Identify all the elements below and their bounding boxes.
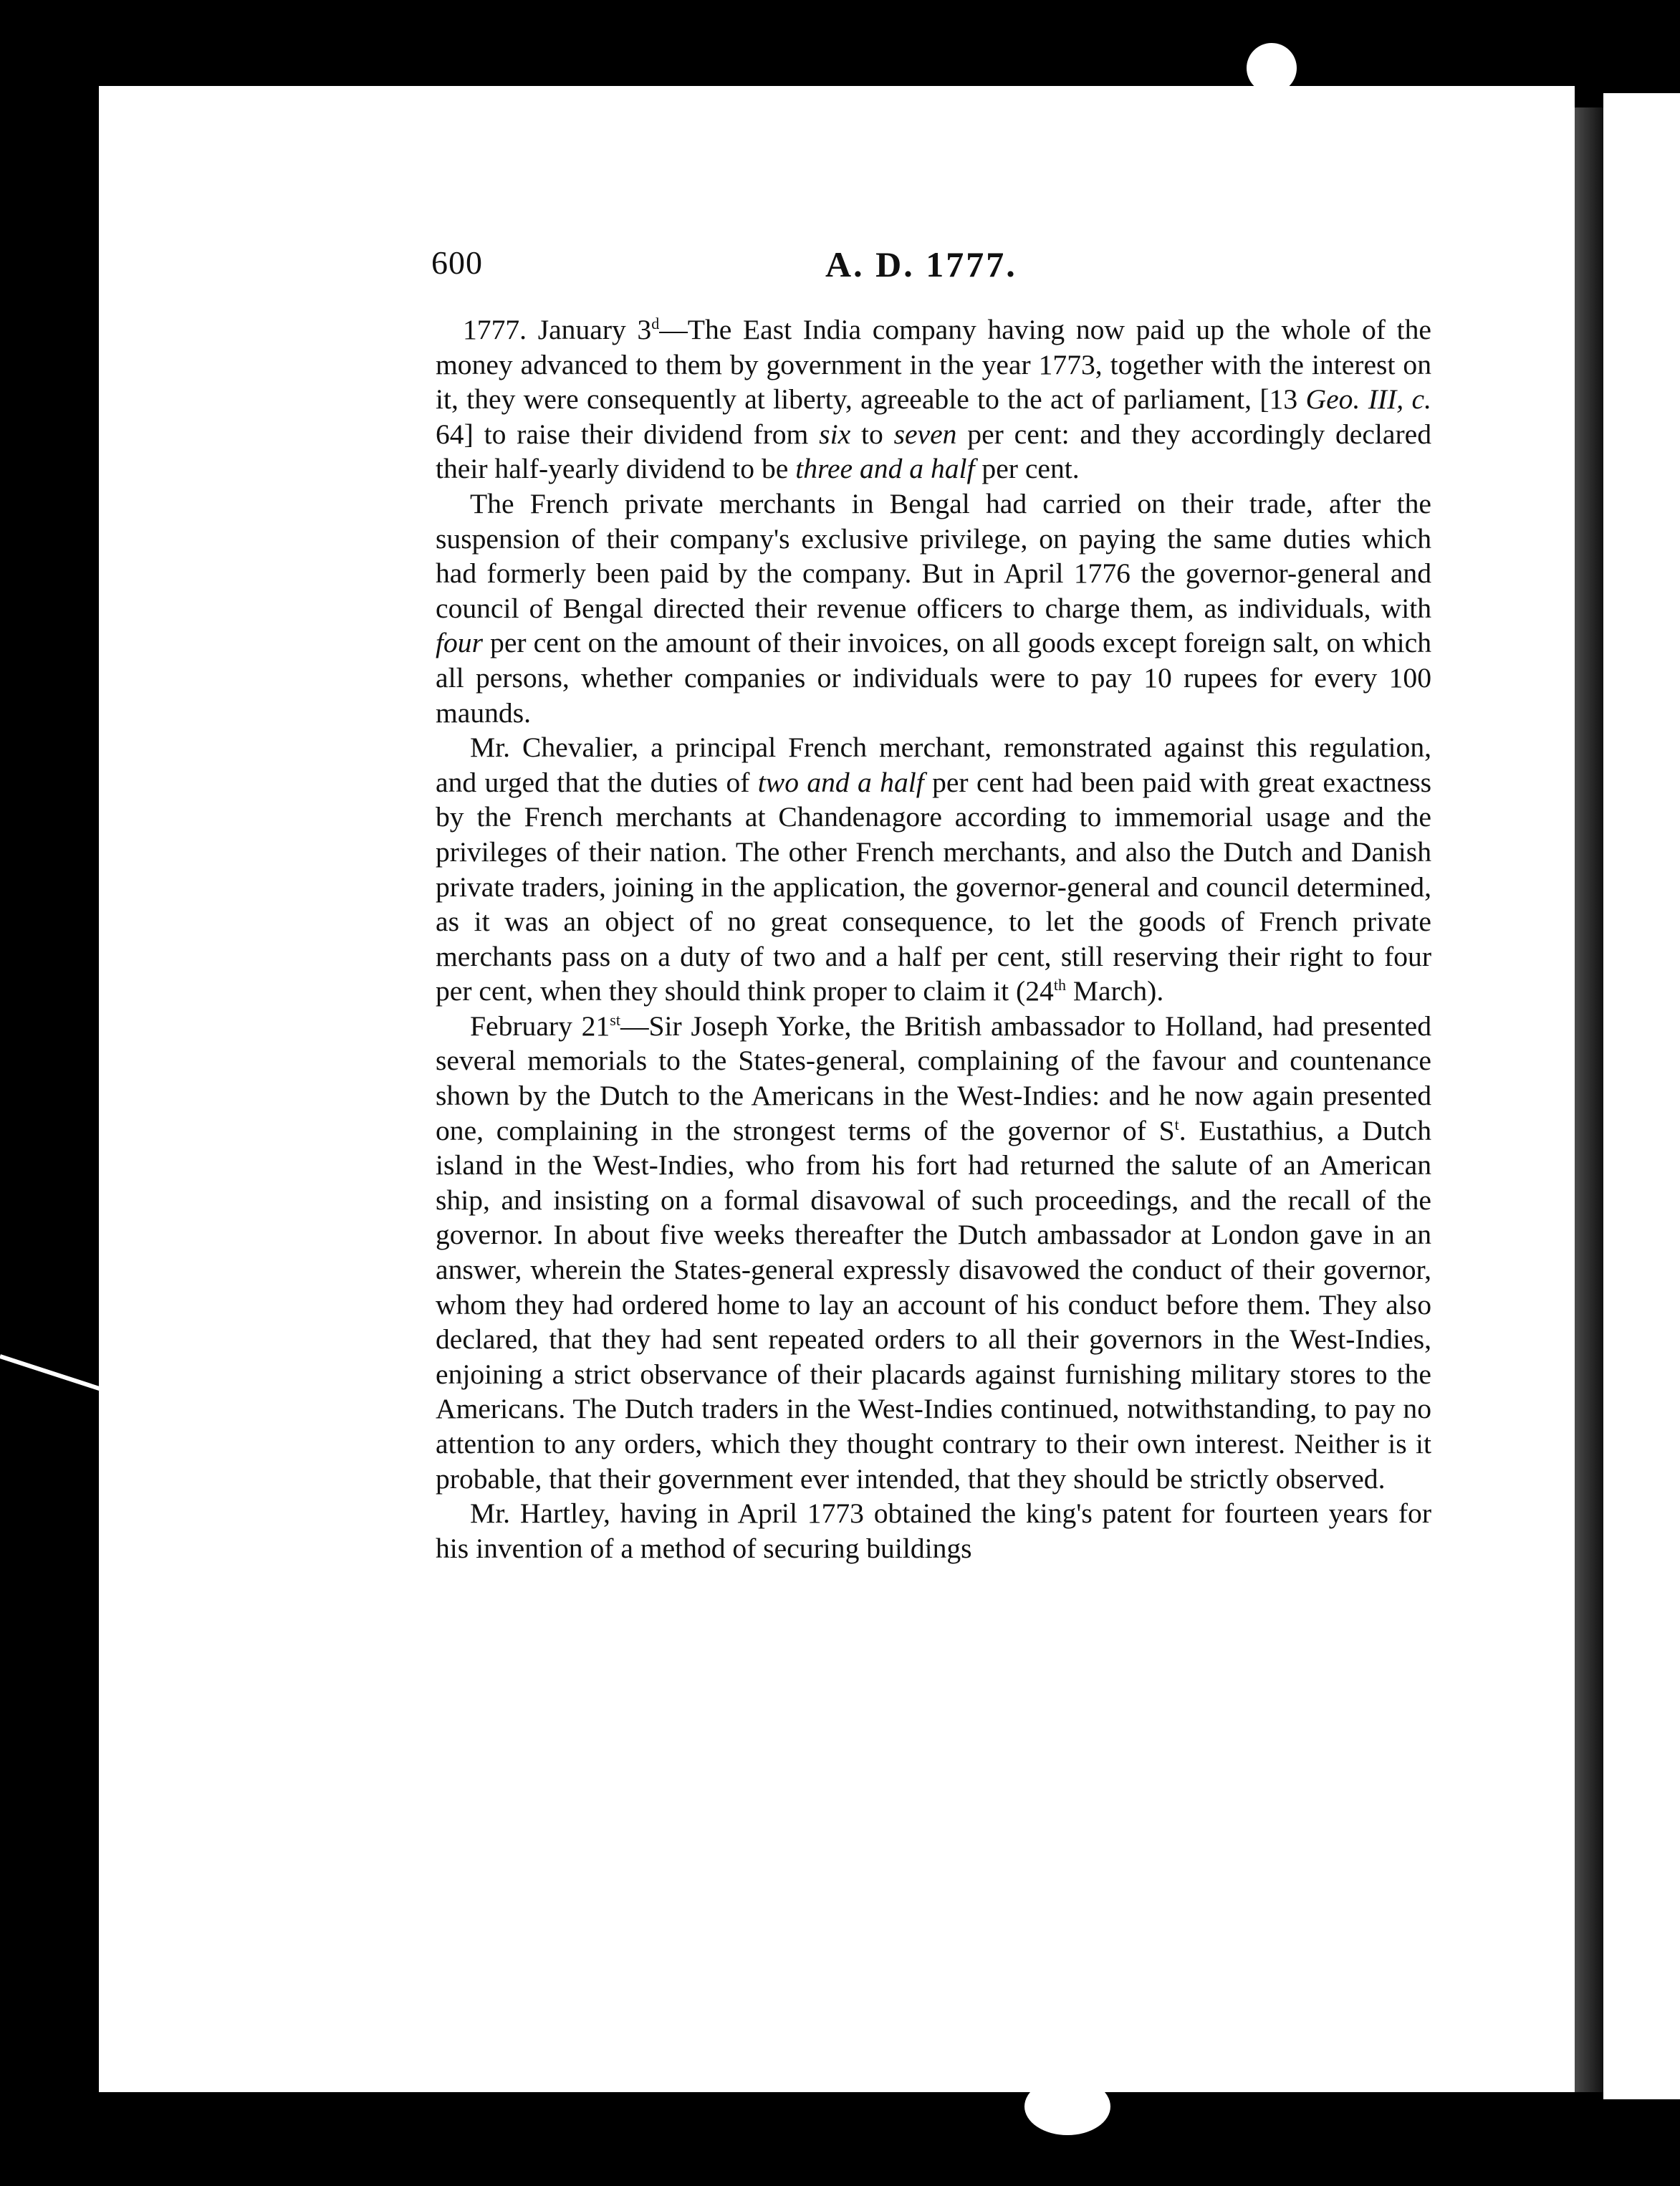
page-gutter-shadow	[1575, 107, 1603, 2092]
paragraph-text: to	[850, 418, 894, 450]
paragraph-french-merchants	[436, 486, 1431, 730]
paragraph-text: March).	[1065, 975, 1164, 1007]
citation: Geo. III, c.	[1305, 383, 1431, 416]
paragraph-text: Mr. Hartley, having in April 1773 obtained the king's patent for fourteen years for his invention of a method of securing buildings	[436, 1497, 1431, 1564]
paragraph-text: —Sir Joseph Yorke, the British ambassador to Holland, had presented several memorials to the States-general, complaining of the favour and countenance shown by the Dutch to the Americans in the West-Indies: and he now again presented one, complaining in the strongest terms of the governor of S	[436, 1010, 1431, 1146]
paragraph-text: . Eustathius, a Dutch island in the West-Indies, who from his fort had returned the salute of an American ship, and insisting on a formal disavowal of such proceedings, and the recall of the governor. In about five weeks thereafter the Dutch ambassador at London gave in an answer, wherein the States-general expressly disavowed the conduct of their governor, whom they had ordered home to lay an account of his conduct before them. They also declared, that they had sent repeated orders to all their governors in the West-Indies, enjoining a strict observance of their placards against furnishing military stores to the Americans. The Dutch traders in the West-Indies continued, notwithstanding, to pay no attention to any orders, which they thought contrary to their own interest. Neither is it probable, that their government ever intended, that they should be strictly observed.	[436, 1114, 1431, 1495]
emphasis: six	[819, 418, 851, 450]
date-superscript: st	[610, 1010, 620, 1029]
adjacent-page-edge	[1603, 93, 1680, 2099]
running-head: A. D. 1777.	[825, 244, 1017, 284]
body-text	[436, 312, 1431, 1566]
scan-artifact-top	[1247, 43, 1297, 93]
paragraph-east-india-dividend	[436, 312, 1431, 486]
paragraph-text: The French private merchants in Bengal had carried on their trade, after the suspension of their company's exclusive privilege, on paying the same duties which had formerly been paid by the company. But in April 1776 the governor-general and council of Bengal directed their revenue officers to charge them, as individuals, with	[436, 487, 1431, 624]
emphasis: three and a half	[795, 453, 975, 485]
page-number: 600	[431, 244, 483, 281]
paragraph-text: 64] to raise their dividend from	[436, 418, 820, 450]
paragraph-chevalier	[436, 730, 1431, 1009]
scan-border	[0, 0, 1680, 86]
date-lead: February 21	[470, 1010, 610, 1042]
emphasis: two and a half	[757, 766, 924, 798]
scan-artifact-left	[0, 1354, 103, 1391]
paragraph-text: Mr. Chevalier, a principal French merchant, remonstrated against this regulation, and urged that the duties of	[436, 732, 1431, 798]
date-superscript: th	[1053, 976, 1066, 994]
abbreviation-superscript: t	[1174, 1115, 1179, 1133]
paragraph-text: —The East India company having now paid up the whole of the money advanced to them by government in the year 1773, together with the interest on it, they were consequently at liberty, agreeable to the act of parliament, [13	[436, 314, 1431, 416]
paragraph-text: per cent: and they accordingly declared their half-yearly dividend to be	[436, 418, 1431, 485]
page-header	[431, 244, 1434, 301]
paragraph-joseph-yorke	[436, 1009, 1431, 1496]
emphasis: seven	[893, 418, 957, 450]
date-lead: 1777. January 3	[463, 314, 652, 345]
paragraph-hartley	[436, 1496, 1431, 1566]
scan-artifact-bottom	[1024, 2078, 1110, 2135]
emphasis: four	[436, 627, 483, 659]
date-superscript: d	[651, 314, 660, 332]
paragraph-text: per cent.	[974, 453, 1080, 485]
paragraph-text: per cent on the amount of their invoices, on all goods except foreign salt, on which all persons, whether companies or individuals were to pay 10 rupees for every 100 maunds.	[436, 627, 1431, 729]
paragraph-text: per cent had been paid with great exactness by the French merchants at Chandenagore according to immemorial usage and the privileges of their nation. The other French merchants, and also the Dutch and Danish private traders, joining in the application, the governor-general and council determined, as it was an object of no great consequence, to let the goods of French private merchants pass on a duty of two and a half per cent, still reserving their right to four per cent, when they should think proper to claim it (24	[436, 766, 1432, 1007]
